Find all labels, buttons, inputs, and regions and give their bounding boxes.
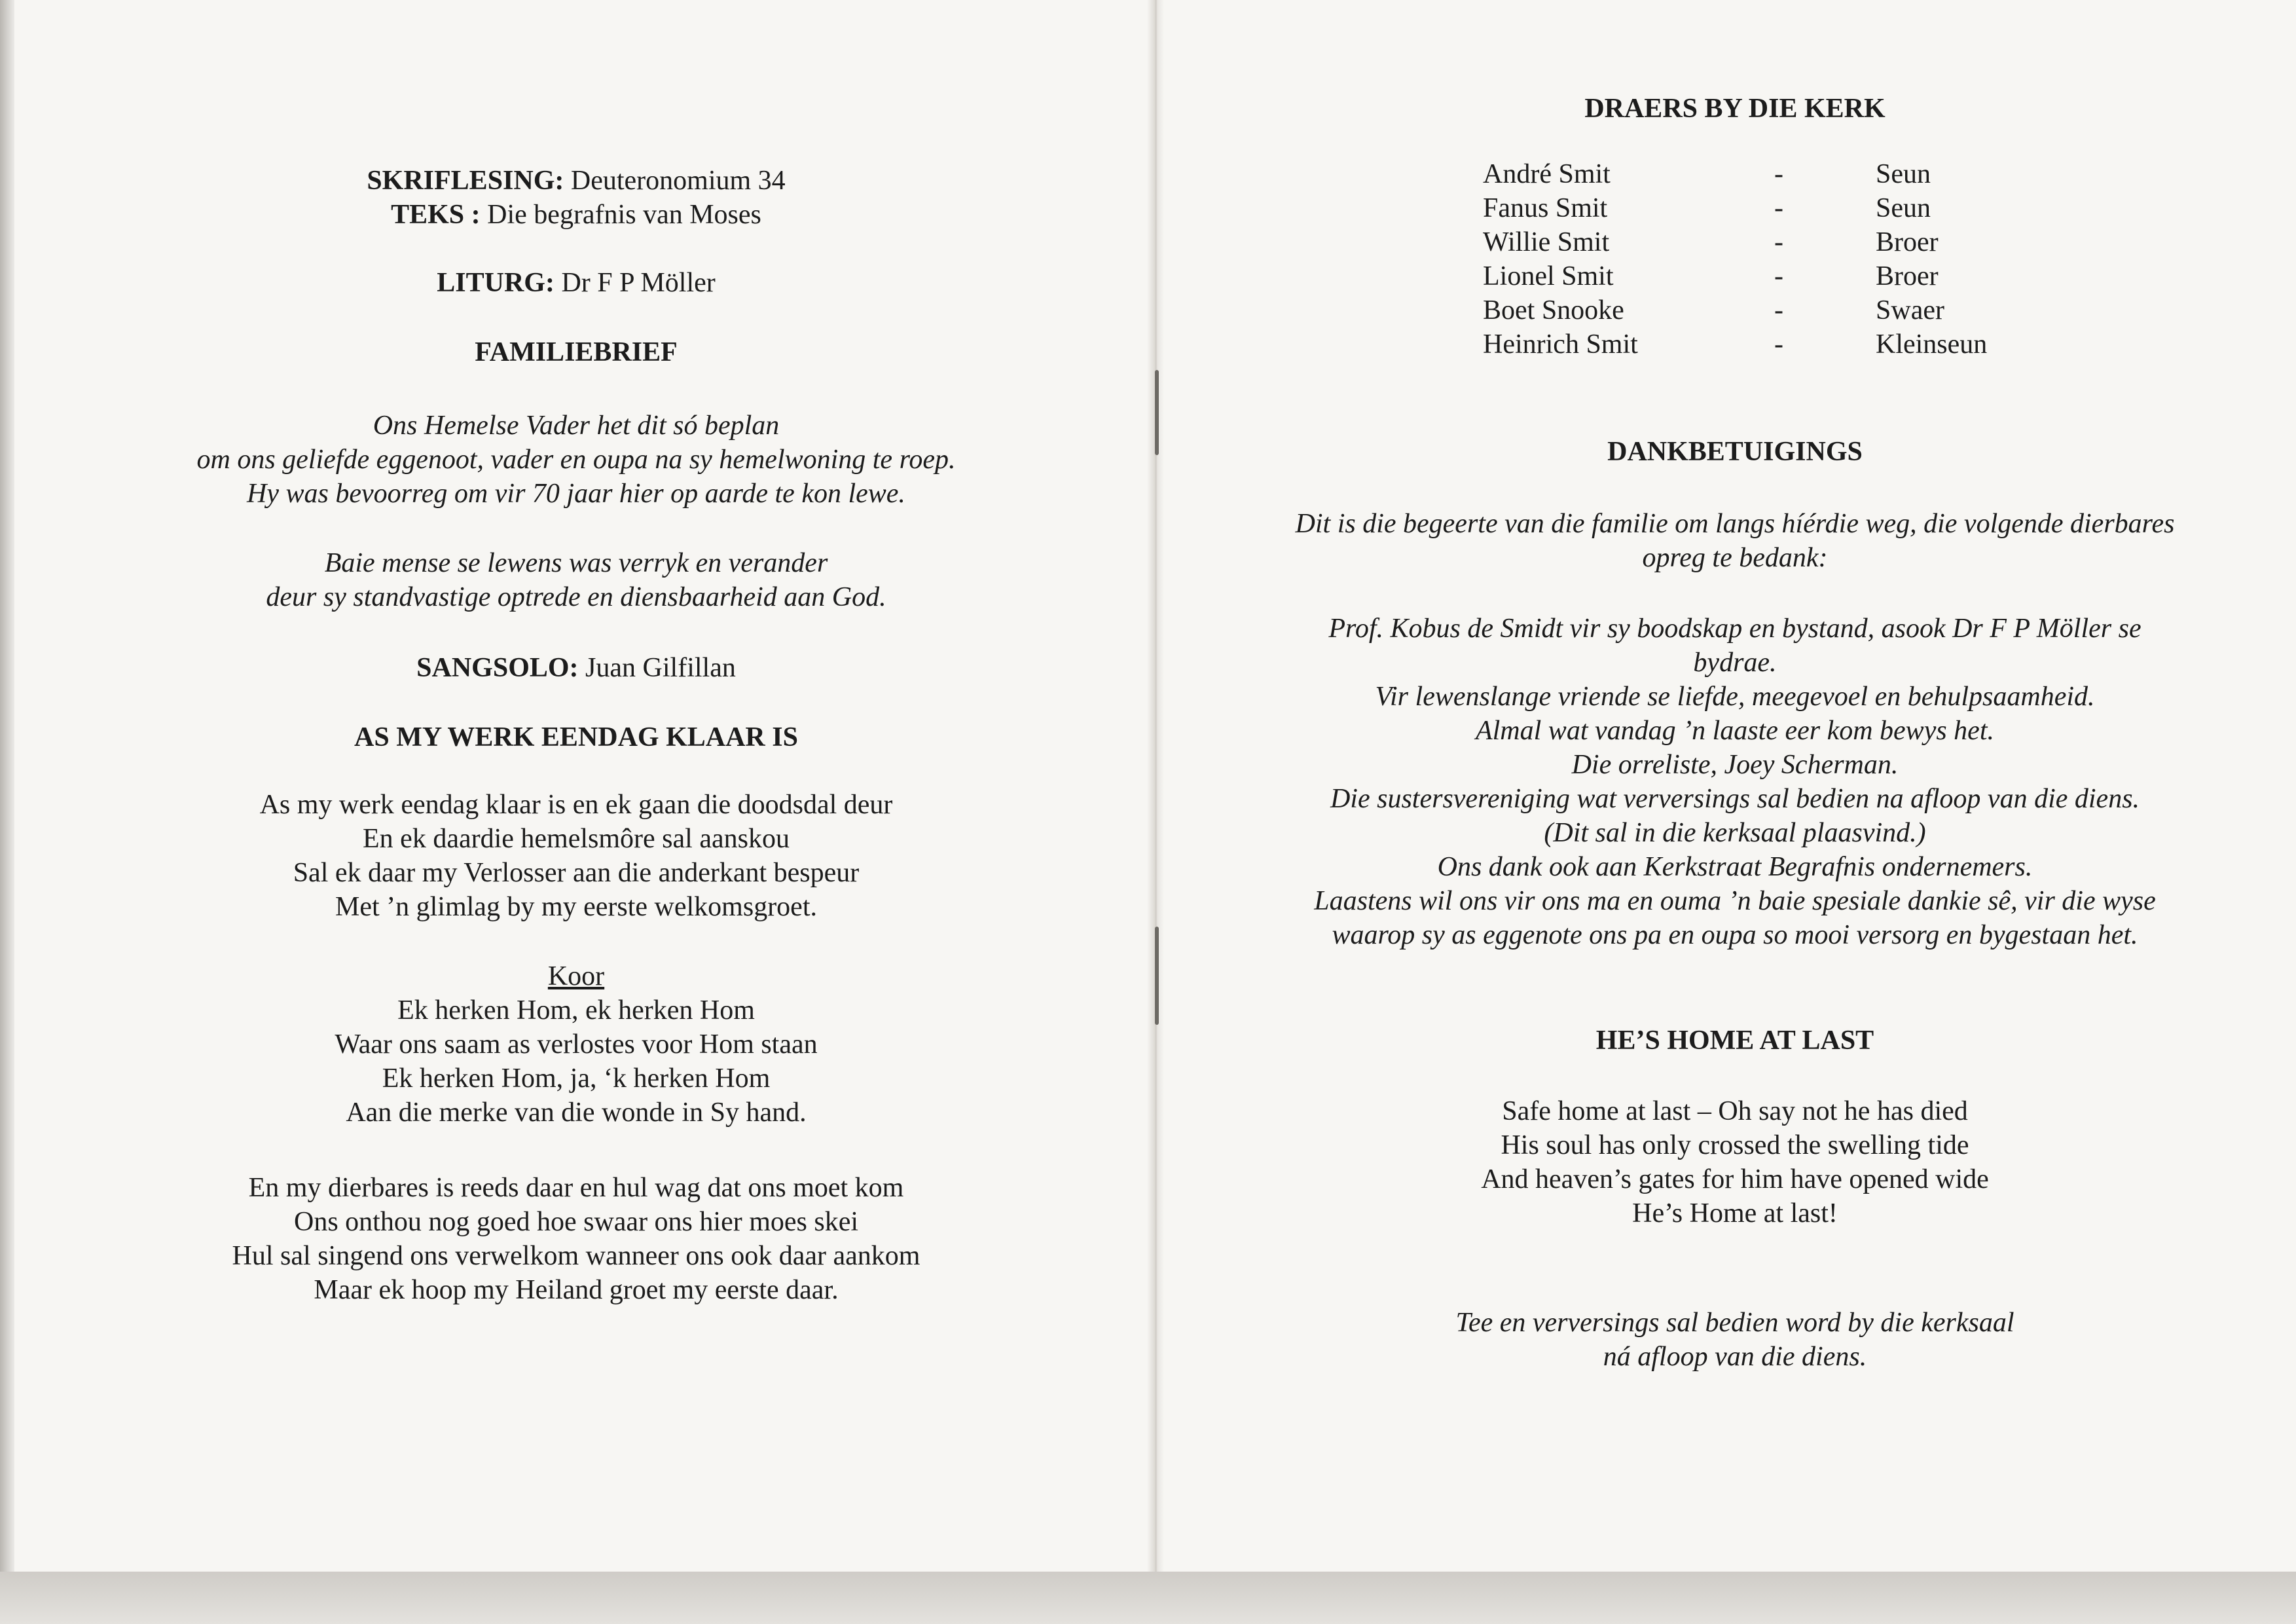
family-letter-line: Ons Hemelse Vader het dit só beplan xyxy=(373,411,780,441)
family-letter-line: Hy was bevoorreg om vir 70 jaar hier op aarde te kon lewe. xyxy=(247,479,905,509)
thanks-line: Almal wat vandag ’n laaste eer kom bewys het. xyxy=(1475,716,1994,746)
chorus-line: Aan die merke van die wonde in Sy hand. xyxy=(346,1098,807,1128)
closing-line: ná afloop van die diens. xyxy=(1603,1342,1867,1372)
liturgy-label: LITURG: xyxy=(437,268,555,298)
verse-line: As my werk eendag klaar is en ek gaan die doodsdal deur xyxy=(259,790,893,820)
scan-bottom-edge xyxy=(0,1572,2296,1624)
bearer-dash: - xyxy=(1774,261,1783,291)
thanks-line: Ons dank ook aan Kerkstraat Begrafnis ondernemers. xyxy=(1437,852,2033,882)
verse-line: Ons onthou nog goed hoe swaar ons hier moes skei xyxy=(293,1207,859,1237)
bearer-dash: - xyxy=(1774,193,1783,223)
booklet-spine xyxy=(1147,0,1164,1572)
page-left-edge xyxy=(0,0,14,1572)
bearer-dash: - xyxy=(1774,295,1783,325)
thanks-line: Prof. Kobus de Smidt vir sy boodskap en bystand, asook Dr F P Möller se xyxy=(1328,614,2141,644)
bearer-name: André Smit xyxy=(1483,159,1611,189)
bearer-row xyxy=(1185,157,2285,191)
poem-line: His soul has only crossed the swelling tide xyxy=(1501,1130,1969,1160)
family-letter-line: deur sy standvastige optrede en diensbaarheid aan God. xyxy=(266,582,886,612)
thanks-line: waarop sy as eggenote ons pa en oupa so mooi versorg en bygestaan het. xyxy=(1332,920,2138,950)
thanks-intro-line: opreg te bedank: xyxy=(1642,543,1828,573)
staple-bottom xyxy=(1155,927,1159,1025)
thanks-line: bydrae. xyxy=(1693,648,1777,678)
bearer-relation: Seun xyxy=(1876,159,1931,189)
reading-value: Deuteronomium 34 xyxy=(570,166,786,196)
chorus-line: Ek herken Hom, ek herken Hom xyxy=(397,995,755,1025)
song-title: AS MY WERK EENDAG KLAAR IS xyxy=(354,722,798,752)
bearer-relation: Broer xyxy=(1876,261,1939,291)
bearer-row xyxy=(1185,327,2285,361)
chorus-label: Koor xyxy=(547,961,605,991)
family-letter-line: om ons geliefde eggenoot, vader en oupa na sy hemelwoning te roep. xyxy=(196,445,956,475)
text-value: Die begrafnis van Moses xyxy=(487,200,761,230)
bearer-row xyxy=(1185,293,2285,327)
verse-line: Met ’n glimlag by my eerste welkomsgroet. xyxy=(335,892,817,922)
text-label: TEKS : xyxy=(391,200,481,230)
bearers-heading: DRAERS BY DIE KERK xyxy=(1584,94,1886,124)
verse-line: En my dierbares is reeds daar en hul wag dat ons moet kom xyxy=(248,1173,904,1203)
reading-line xyxy=(39,164,1113,198)
bearer-row xyxy=(1185,225,2285,259)
bearer-dash: - xyxy=(1774,329,1783,360)
solo-label: SANGSOLO: xyxy=(416,653,579,683)
reading-label: SKRIFLESING: xyxy=(367,166,564,196)
poem-line: And heaven’s gates for him have opened wide xyxy=(1481,1164,1989,1194)
bearer-name: Heinrich Smit xyxy=(1483,329,1638,360)
chorus-line: Ek herken Hom, ja, ‘k herken Hom xyxy=(382,1063,771,1094)
thanks-line: Die orreliste, Joey Scherman. xyxy=(1571,750,1899,780)
verse-line: Sal ek daar my Verlosser aan die anderkant bespeur xyxy=(293,858,860,888)
bearer-dash: - xyxy=(1774,227,1783,257)
staple-top xyxy=(1155,370,1159,455)
liturgy-value: Dr F P Möller xyxy=(561,268,716,298)
bearer-relation: Kleinseun xyxy=(1876,329,1988,360)
bearer-dash: - xyxy=(1774,159,1783,189)
poem-line: He’s Home at last! xyxy=(1632,1198,1838,1228)
verse-line: Maar ek hoop my Heiland groet my eerste daar. xyxy=(314,1275,839,1305)
family-letter-line: Baie mense se lewens was verryk en verander xyxy=(324,548,828,578)
bearer-relation: Swaer xyxy=(1876,295,1944,325)
family-letter-heading: FAMILIEBRIEF xyxy=(475,337,678,367)
liturgy-line xyxy=(39,266,1113,300)
verse-line: Hul sal singend ons verwelkom wanneer ons ook daar aankom xyxy=(232,1241,920,1271)
solo-value: Juan Gilfillan xyxy=(585,653,736,683)
thanks-line: Die sustersvereniging wat verversings sal bedien na afloop van die diens. xyxy=(1330,784,2140,814)
thanks-intro-line: Dit is die begeerte van die familie om langs híérdie weg, die volgende dierbares xyxy=(1295,509,2175,539)
bearer-name: Lionel Smit xyxy=(1483,261,1614,291)
bearer-name: Willie Smit xyxy=(1483,227,1610,257)
bearer-name: Boet Snooke xyxy=(1483,295,1624,325)
verse-line: En ek daardie hemelsmôre sal aanskou xyxy=(363,824,790,854)
left-page xyxy=(39,0,1113,1572)
right-page xyxy=(1185,0,2285,1572)
thanks-line: Vir lewenslange vriende se liefde, meegevoel en behulpsaamheid. xyxy=(1375,682,2095,712)
bearer-row xyxy=(1185,191,2285,225)
thanks-heading: DANKBETUIGINGS xyxy=(1607,437,1863,467)
bearer-relation: Seun xyxy=(1876,193,1931,223)
thanks-line: (Dit sal in die kerksaal plaasvind.) xyxy=(1544,818,1926,848)
poem-line: Safe home at last – Oh say not he has died xyxy=(1502,1096,1968,1126)
poem-title: HE’S HOME AT LAST xyxy=(1595,1025,1874,1056)
thanks-line: Laastens wil ons vir ons ma en ouma ’n baie spesiale dankie sê, vir die wyse xyxy=(1314,886,2156,916)
bearer-name: Fanus Smit xyxy=(1483,193,1608,223)
bearer-row xyxy=(1185,259,2285,293)
solo-line xyxy=(39,651,1113,685)
text-line xyxy=(39,198,1113,232)
chorus-line: Waar ons saam as verlostes voor Hom staan xyxy=(335,1029,818,1060)
bearer-relation: Broer xyxy=(1876,227,1939,257)
closing-line: Tee en verversings sal bedien word by die kerksaal xyxy=(1455,1308,2014,1338)
